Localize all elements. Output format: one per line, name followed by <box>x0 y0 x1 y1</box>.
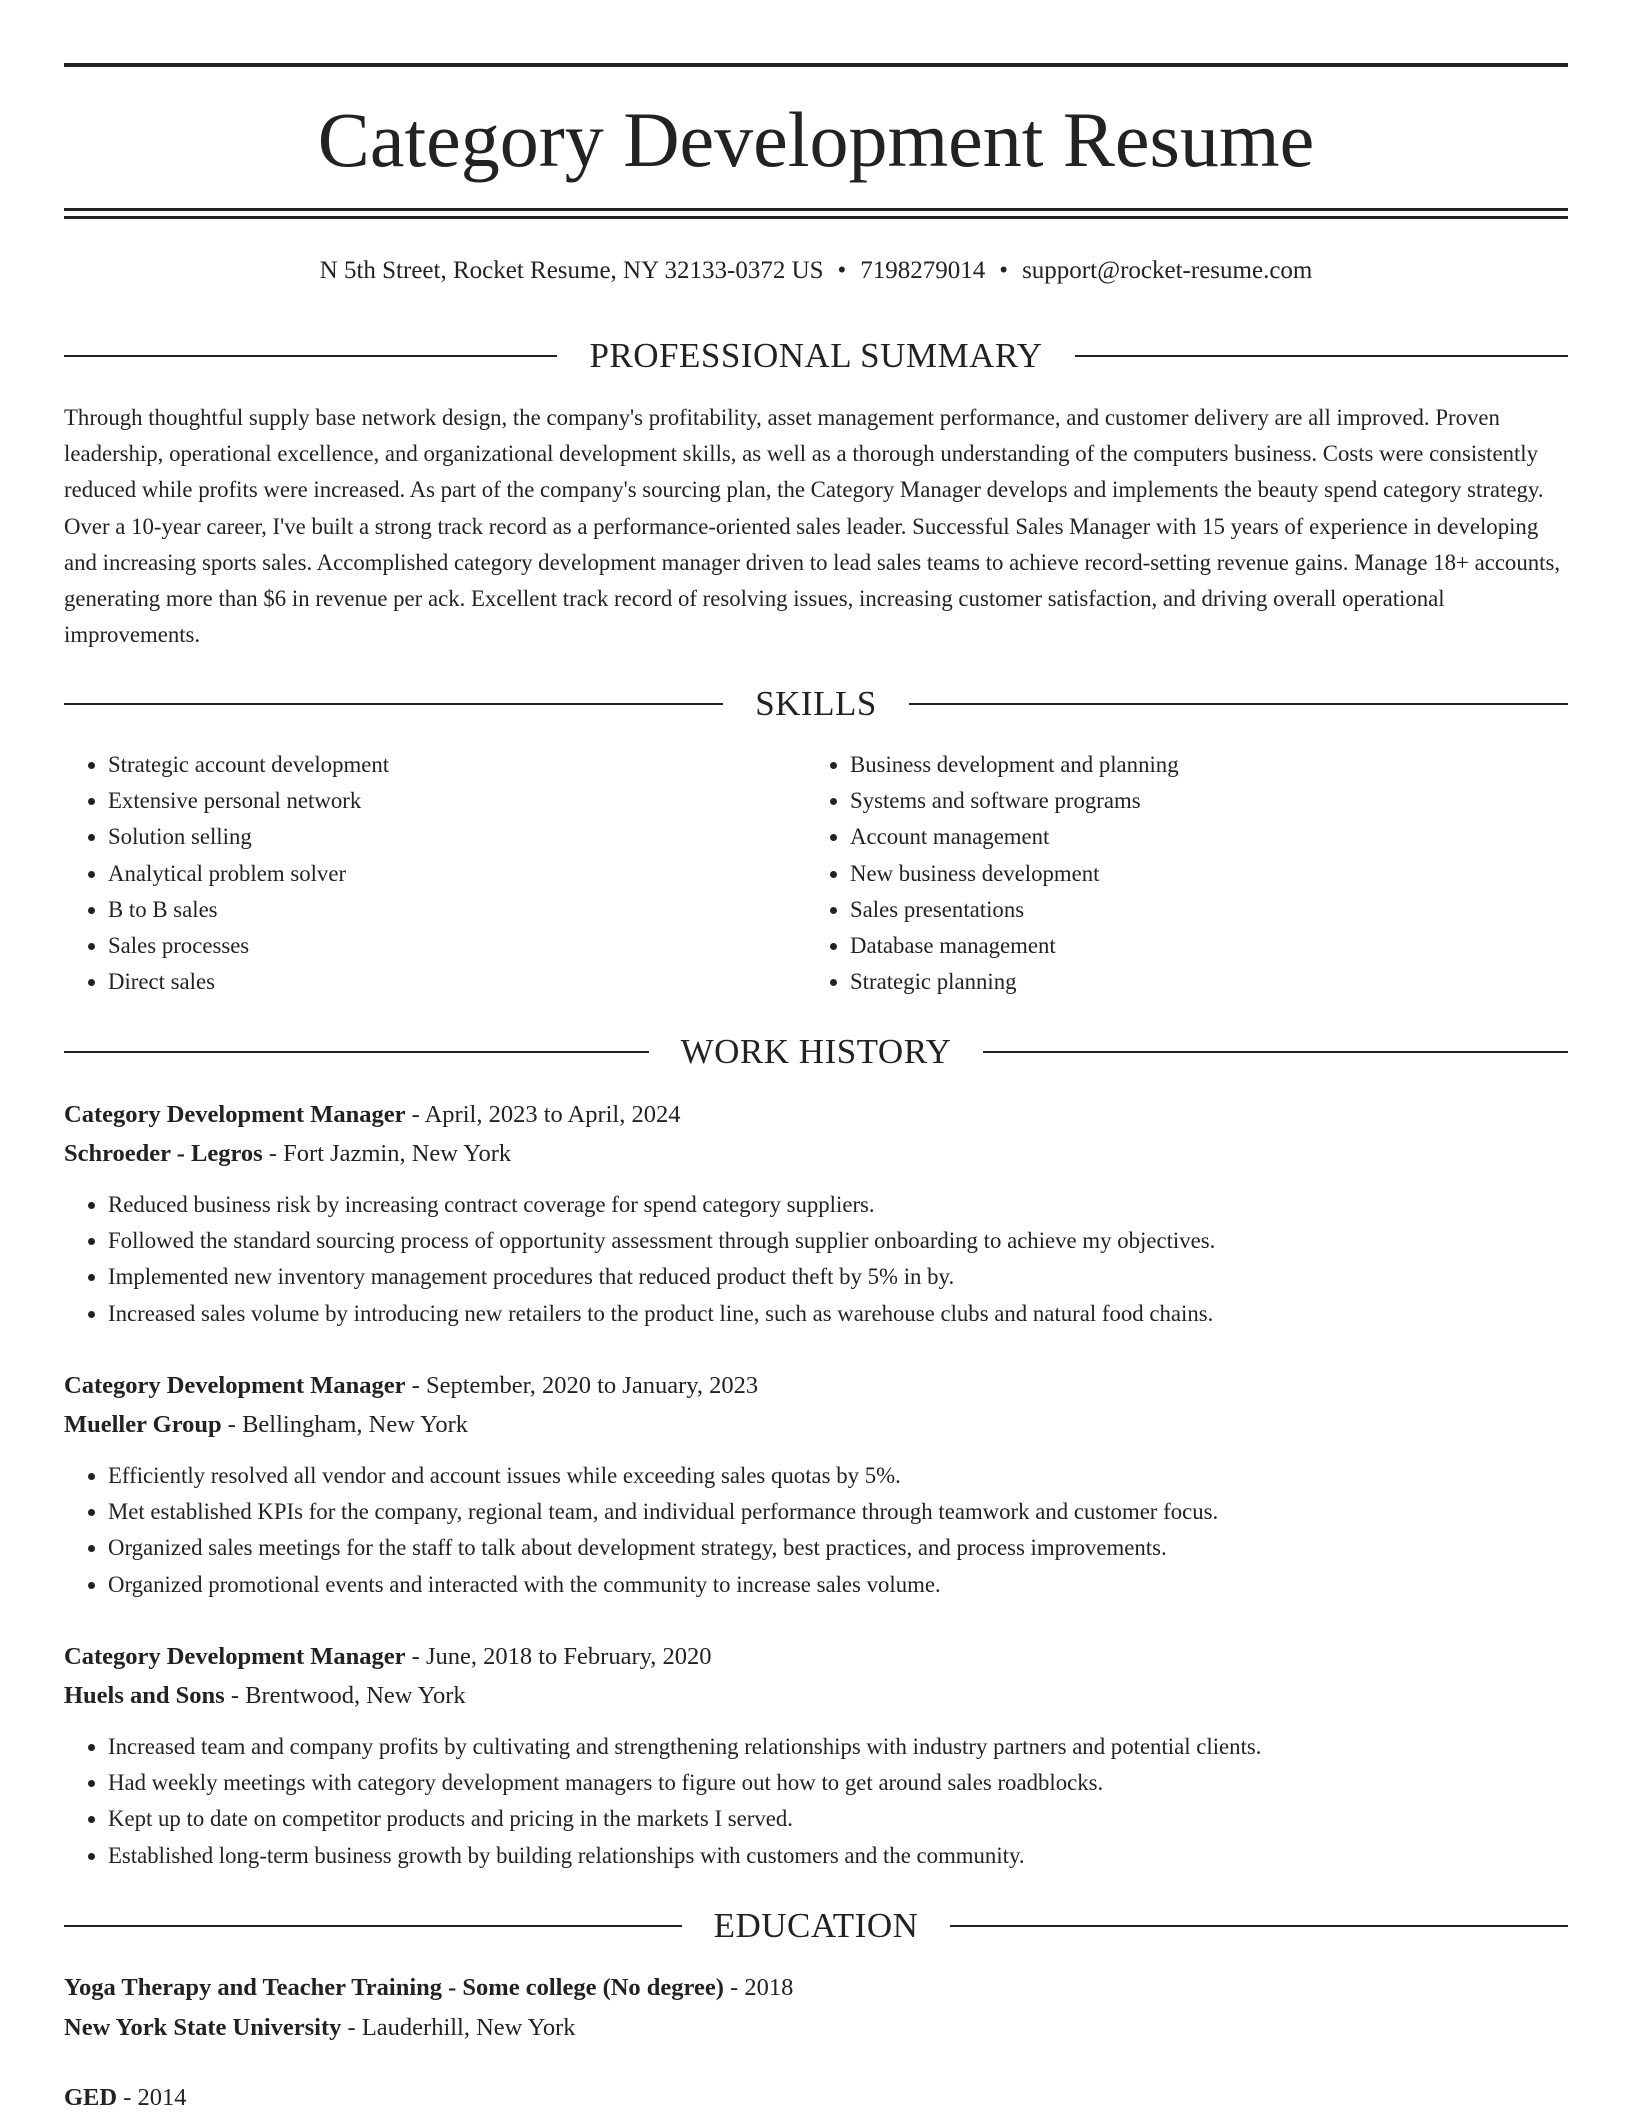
job-company-line <box>64 1677 1568 1716</box>
title-double-rule-upper <box>64 208 1568 211</box>
skill-item: • Extensive personal network <box>108 783 806 819</box>
skill-item: • B to B sales <box>108 892 806 928</box>
education-degree-line <box>64 1968 1568 2008</box>
education-school-line <box>64 2008 1568 2048</box>
job-bullet: • Organized promotional events and interacted with the community to increase sales volume. <box>108 1567 1568 1603</box>
section-rule-left <box>64 355 557 357</box>
skill-item: • Sales presentations <box>850 892 1548 928</box>
education-school: New York State University <box>64 2014 342 2041</box>
skills-column-right <box>806 747 1548 1000</box>
skill-item: • Solution selling <box>108 819 806 855</box>
skills-list <box>64 747 1568 1000</box>
skills-column-left <box>64 747 806 1000</box>
job-location: - Bellingham, New York <box>221 1410 469 1438</box>
contact-email: support@rocket-resume.com <box>1022 257 1313 284</box>
job-bullets <box>64 1187 1568 1332</box>
job-company: Schroeder - Legros <box>64 1139 263 1167</box>
skill-item: • New business development <box>850 856 1548 892</box>
job-company: Huels and Sons <box>64 1681 225 1709</box>
section-rule-right <box>1075 355 1568 357</box>
education-entry <box>64 1968 1568 2048</box>
education-year: - 2014 <box>117 2084 187 2111</box>
contact-separator: • <box>837 257 847 284</box>
job-bullets <box>64 1458 1568 1603</box>
section-rule-right <box>983 1051 1568 1053</box>
skill-item: • Database management <box>850 928 1548 964</box>
skill-item: • Account management <box>850 819 1548 855</box>
resume-title: Category Development Resume <box>317 96 1315 183</box>
job-location: - Fort Jazmin, New York <box>262 1139 512 1167</box>
contact-address: N 5th Street, Rocket Resume, NY 32133-0372 US <box>319 257 824 284</box>
job-bullet: • Implemented new inventory management procedures that reduced product theft by 5% in by. <box>108 1259 1568 1295</box>
job-location: - Brentwood, New York <box>224 1681 466 1709</box>
job-bullet: • Organized sales meetings for the staff to talk about development strategy, best practices, and process improvements. <box>108 1530 1568 1566</box>
education-year: - 2018 <box>723 1974 794 2001</box>
job-entry <box>64 1367 1568 1603</box>
education-entry <box>64 2078 1568 2118</box>
section-rule-right <box>950 1925 1568 1927</box>
skill-item: • Systems and software programs <box>850 783 1548 819</box>
job-company-line <box>64 1406 1568 1445</box>
section-label: PROFESSIONAL SUMMARY <box>589 336 1043 375</box>
job-bullet: • Followed the standard sourcing process of opportunity assessment through supplier onboarding to achieve my objectives. <box>108 1223 1568 1259</box>
education-degree: Yoga Therapy and Teacher Training - Some college (No degree) <box>64 1974 724 2001</box>
job-bullet: • Met established KPIs for the company, regional team, and individual performance through teamwork and customer focus. <box>108 1494 1568 1530</box>
section-label: SKILLS <box>755 684 877 723</box>
contact-separator: • <box>999 257 1009 284</box>
job-title: Category Development Manager <box>64 1101 406 1128</box>
section-rule-left <box>64 703 723 705</box>
skill-item: • Strategic planning <box>850 964 1548 1000</box>
summary-text: Through thoughtful supply base network design, the company's profitability, asset management performance, and customer delivery are all improved. Proven leadership, operational excellence, and organizational development skills, as well as a thorough understanding of the computers business. Costs were consistently reduced while profits were increased. As part of the company's sourcing plan, the Category Manager develops and implements the beauty spend category strategy. Over a 10-year career, I've built a strong track record as a performance-oriented sales leader. Successful Sales Manager with 15 years of experience in developing and increasing sports sales. Accomplished category development manager driven to lead sales teams to achieve record-setting revenue gains. Manage 18+ accounts, generating more than $6 in revenue per ack. Excellent track record of resolving issues, increasing customer satisfaction, and driving overall operational improvements. <box>64 405 1561 648</box>
job-title-line <box>64 1367 1568 1406</box>
job-dates: - June, 2018 to February, 2020 <box>405 1643 712 1670</box>
skill-item: • Direct sales <box>108 964 806 1000</box>
education-location: - Lauderhill, New York <box>341 2014 576 2041</box>
section-rule-left <box>64 1925 682 1927</box>
job-bullet: • Increased sales volume by introducing new retailers to the product line, such as warehouse clubs and natural food chains. <box>108 1296 1568 1332</box>
skill-item: • Sales processes <box>108 928 806 964</box>
section-label: WORK HISTORY <box>680 1032 952 1071</box>
job-company-line <box>64 1135 1568 1174</box>
job-dates: - April, 2023 to April, 2024 <box>405 1101 681 1128</box>
job-title-line <box>64 1638 1568 1677</box>
section-heading-skills <box>64 682 1568 726</box>
job-bullet: • Established long-term business growth by building relationships with customers and the community. <box>108 1838 1568 1874</box>
job-entry <box>64 1096 1568 1332</box>
section-rule-left <box>64 1051 649 1053</box>
skill-item: • Business development and planning <box>850 747 1548 783</box>
job-bullet: • Increased team and company profits by cultivating and strengthening relationships with industry partners and potential clients. <box>108 1729 1568 1765</box>
section-heading-education <box>64 1904 1568 1948</box>
top-rule <box>64 63 1568 67</box>
title-double-rule-lower <box>64 216 1568 219</box>
contact-line <box>64 254 1568 288</box>
section-label: EDUCATION <box>713 1906 919 1945</box>
job-bullet: • Efficiently resolved all vendor and account issues while exceeding sales quotas by 5%. <box>108 1458 1568 1494</box>
section-heading-summary <box>64 334 1568 378</box>
job-company: Mueller Group <box>64 1410 222 1438</box>
job-title: Category Development Manager <box>64 1372 406 1399</box>
skill-item: • Analytical problem solver <box>108 856 806 892</box>
job-bullet: • Reduced business risk by increasing contract coverage for spend category suppliers. <box>108 1187 1568 1223</box>
job-dates: - September, 2020 to January, 2023 <box>405 1372 759 1399</box>
job-bullet: • Kept up to date on competitor products and pricing in the markets I served. <box>108 1801 1568 1837</box>
job-bullets <box>64 1729 1568 1874</box>
education-degree-line <box>64 2078 1568 2118</box>
job-entry <box>64 1638 1568 1874</box>
contact-phone: 7198279014 <box>860 257 986 284</box>
job-bullet: • Had weekly meetings with category development managers to figure out how to get around sales roadblocks. <box>108 1765 1568 1801</box>
skill-item: • Strategic account development <box>108 747 806 783</box>
section-rule-right <box>909 703 1568 705</box>
job-title-line <box>64 1096 1568 1135</box>
education-degree: GED <box>64 2084 118 2111</box>
section-heading-work-history <box>64 1030 1568 1074</box>
job-title: Category Development Manager <box>64 1643 406 1670</box>
